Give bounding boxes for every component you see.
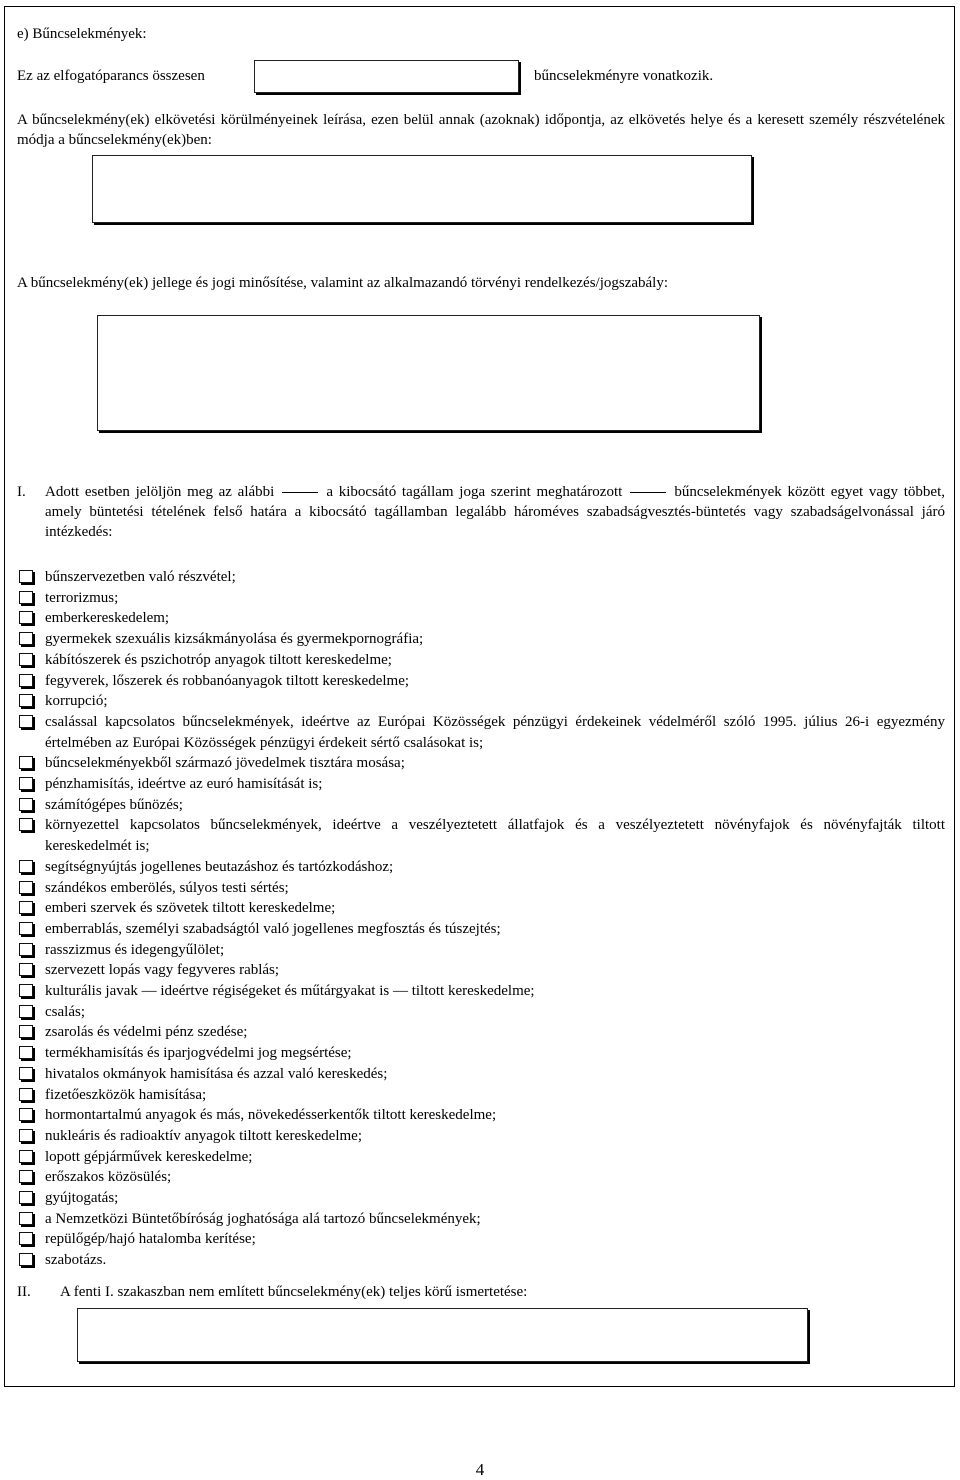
offence-item-label: terrorizmus;: [45, 589, 119, 606]
offence-item-label: korrupció;: [45, 693, 108, 710]
offence-count-prefix: Ez az elfogatóparancs összesen: [17, 68, 205, 84]
offence-checkbox[interactable]: [19, 1108, 33, 1121]
section-heading: e) Bűncselekmények:: [17, 26, 147, 42]
offence-checkbox[interactable]: [19, 1191, 33, 1204]
offence-checkbox[interactable]: [19, 1253, 33, 1266]
nature-label: A bűncselekmény(ek) jellege és jogi minősítése, valamint az alkalmazandó törvényi rendelkezés/jogszabály:: [17, 275, 669, 291]
offence-item-label: hivatalos okmányok hamisítása és azzal való kereskedés;: [45, 1065, 388, 1082]
offence-checkbox[interactable]: [19, 1232, 33, 1245]
part1-intro: [45, 482, 945, 542]
offence-checkbox[interactable]: [19, 1005, 33, 1018]
part1-intro-b: a kibocsátó tagállam joga szerint meghatározott: [326, 484, 623, 500]
offence-checkbox[interactable]: [19, 1025, 33, 1038]
offence-checkbox[interactable]: [19, 1150, 33, 1163]
em-dash: [630, 492, 666, 493]
offence-item-label: pénzhamisítás, ideértve az euró hamisítását is;: [45, 776, 323, 792]
offence-item-label: zsarolás és védelmi pénz szedése;: [45, 1024, 248, 1041]
offence-item-label: szándékos emberölés, súlyos testi sértés;: [45, 879, 289, 896]
circumstances-field[interactable]: [92, 155, 752, 223]
offence-count-suffix: bűncselekményre vonatkozik.: [534, 68, 714, 84]
offence-item-label: termékhamisítás és iparjogvédelmi jog megsértése;: [45, 1045, 352, 1062]
offence-checkbox[interactable]: [19, 674, 33, 687]
offence-checkbox[interactable]: [19, 881, 33, 894]
offence-item-label: számítógépes bűnözés;: [45, 796, 183, 813]
offence-item-label: segítségnyújtás jogellenes beutazáshoz és tartózkodáshoz;: [45, 858, 394, 875]
offence-item-label: emberi szervek és szövetek tiltott kereskedelme;: [45, 900, 336, 917]
offence-checkbox[interactable]: [19, 1067, 33, 1080]
offence-checkbox[interactable]: [19, 943, 33, 956]
page-number: 4: [475, 1460, 485, 1479]
offence-item-label: bűnszervezetben való részvétel;: [45, 569, 236, 585]
part2-label: A fenti I. szakaszban nem említett bűncselekmény(ek) teljes körű ismertetése:: [60, 1284, 528, 1300]
offence-item-label: repülőgép/hajó hatalomba kerítése;: [45, 1231, 256, 1248]
offence-item-label: rasszizmus és idegengyűlölet;: [45, 941, 225, 958]
offence-checkbox[interactable]: [19, 901, 33, 914]
offence-checkbox[interactable]: [19, 1170, 33, 1183]
offence-checkbox[interactable]: [19, 756, 33, 769]
offence-checkbox[interactable]: [19, 694, 33, 707]
offence-item-label: a Nemzetközi Büntetőbíróság joghatósága alá tartozó bűncselekmények;: [45, 1210, 481, 1227]
offence-item-label: gyújtogatás;: [45, 1190, 119, 1206]
offence-checkbox[interactable]: [19, 777, 33, 790]
offence-item-label: csalással kapcsolatos bűncselekmények, ideértve az Európai Közösségek pénzügyi érdekeinek védelméről szóló 1995. július 26-i egyezmény értelmében az Európai Közösségek pénzügyi érdekeit sértő csalásokat is;: [45, 713, 945, 751]
offence-checkbox[interactable]: [19, 818, 33, 831]
offence-checkbox[interactable]: [19, 860, 33, 873]
offence-checkbox[interactable]: [19, 963, 33, 976]
offence-checkbox[interactable]: [19, 591, 33, 604]
offence-checkbox[interactable]: [19, 632, 33, 645]
offence-item-label: hormontartalmú anyagok és más, növekedésserkentők tiltott kereskedelme;: [45, 1107, 497, 1124]
offence-checkbox[interactable]: [19, 715, 33, 728]
offence-item-label: fegyverek, lőszerek és robbanóanyagok tiltott kereskedelme;: [45, 672, 410, 689]
offence-checkbox[interactable]: [19, 984, 33, 997]
nature-field[interactable]: [97, 315, 760, 431]
offence-checkbox[interactable]: [19, 1212, 33, 1225]
offence-checkbox[interactable]: [19, 611, 33, 624]
offence-checkbox[interactable]: [19, 1046, 33, 1059]
offence-checkbox[interactable]: [19, 798, 33, 811]
part2-field[interactable]: [77, 1308, 808, 1362]
offence-checkbox[interactable]: [19, 1129, 33, 1142]
offence-item-label: fizetőeszközök hamisítása;: [45, 1086, 207, 1103]
offence-item-label: gyermekek szexuális kizsákmányolása és gyermekpornográfia;: [45, 631, 424, 648]
offence-item-label: szervezett lopás vagy fegyveres rablás;: [45, 962, 280, 979]
em-dash: [282, 492, 318, 493]
circumstances-label: A bűncselekmény(ek) elkövetési körülményeinek leírása, ezen belül annak (azoknak) időpontja, az elkövetés helye és a keresett személy részvételének módja a bűncselekmény(ek)ben:: [17, 112, 945, 148]
offence-checkbox[interactable]: [19, 570, 33, 583]
offence-item-label: kulturális javak — ideértve régiségeket és műtárgyakat is — tiltott kereskedelme;: [45, 983, 535, 999]
offence-item-label: emberrablás, személyi szabadságtól való jogellenes megfosztás és túszejtés;: [45, 920, 501, 937]
offence-item-label: csalás;: [45, 1003, 85, 1020]
offence-item-label: emberkereskedelem;: [45, 610, 170, 627]
offence-checkbox[interactable]: [19, 922, 33, 935]
offence-count-field[interactable]: [254, 60, 519, 93]
part1-number: I.: [17, 484, 26, 500]
part1-intro-a: Adott esetben jelöljön meg az alábbi: [45, 484, 275, 500]
offence-checkbox[interactable]: [19, 653, 33, 666]
offence-item-label: nukleáris és radioaktív anyagok tiltott kereskedelme;: [45, 1127, 362, 1144]
offence-item-label: környezettel kapcsolatos bűncselekmények, ideértve a veszélyeztetett állatfajok és a veszélyeztetett növényfajok és növényfajták tiltott kereskedelmét is;: [45, 817, 945, 855]
part1-intro-c: bűncselekmények között egyet vagy többet, amely büntetési tételének felső határa a kibocsátó tagállamban legalább hároméves szabadságvesztés-büntetés vagy szabadságelvonással járó intézkedés:: [45, 484, 946, 540]
part2-number: II.: [17, 1284, 31, 1300]
offence-checkbox[interactable]: [19, 1088, 33, 1101]
offence-item-label: erőszakos közösülés;: [45, 1169, 172, 1186]
offence-item-label: szabotázs.: [45, 1252, 107, 1269]
offence-item-label: lopott gépjárművek kereskedelme;: [45, 1148, 253, 1165]
offence-item-label: bűncselekményekből származó jövedelmek tisztára mosása;: [45, 755, 405, 772]
offence-item-label: kábítószerek és pszichotróp anyagok tiltott kereskedelme;: [45, 651, 392, 668]
